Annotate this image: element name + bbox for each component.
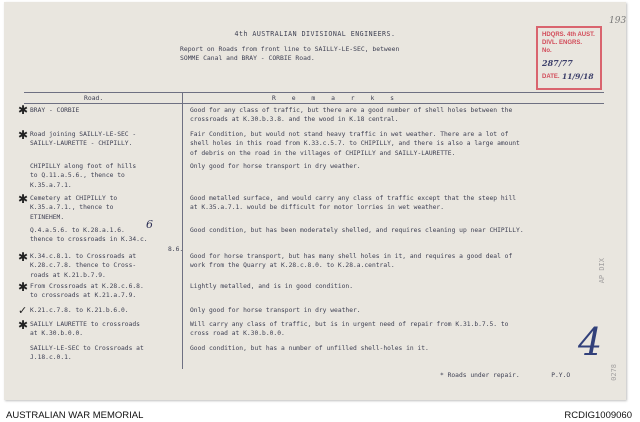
table-row-road	[30, 162, 180, 190]
table-row-remarks	[190, 226, 610, 235]
handwritten-asterisk-icon: ✱	[18, 128, 29, 142]
registry-stamp	[536, 26, 602, 90]
table-row-road	[30, 306, 180, 315]
subtitle-line: SOMME Canal and BRAY - CORBIE Road.	[180, 53, 315, 62]
road-text: K.28.c.7.8. thence to Cross-	[30, 262, 137, 270]
stamp-line: DIVL. ENGRS.	[542, 40, 583, 46]
table-row-road	[30, 130, 180, 149]
road-text: ETINEHEM.	[30, 213, 65, 221]
remark-text: Lightly metalled, and is in good condition.	[190, 283, 354, 290]
initials: P.Y.O	[551, 372, 571, 379]
road-text: BRAY - CORBIE	[30, 107, 80, 114]
document-subtitle	[180, 45, 399, 62]
column-divider	[182, 93, 183, 369]
remark-text: Only good for horse transport in dry weather.	[190, 307, 361, 314]
stamp-number: 287/77	[542, 58, 573, 68]
table-row-road	[30, 282, 180, 301]
road-text: Q.4.a.5.6. to K.28.a.1.6.	[30, 227, 125, 234]
column-header-road: Road.	[84, 94, 104, 102]
road-text: to Q.11.a.5.6., thence to	[30, 172, 125, 180]
table-row-road	[30, 320, 180, 339]
table-row-remarks	[190, 344, 610, 353]
road-text: Road joining SAILLY-LE-SEC -	[30, 131, 137, 138]
handwritten-digit: 6	[146, 218, 153, 231]
table-row-remarks	[190, 282, 610, 291]
road-text: 8.6.	[168, 245, 184, 253]
handwritten-asterisk-icon: ✱	[18, 250, 29, 264]
road-text: thence to crossroads in K.34.c.	[30, 236, 148, 244]
handwritten-asterisk-icon: ✱	[18, 318, 29, 332]
remark-text: of debris on the road in the villages of CHIPILLY and SAILLY-LAURETTE.	[190, 149, 456, 157]
handwritten-asterisk-icon: ✱	[18, 192, 29, 206]
table-row-remarks	[190, 252, 610, 271]
remark-text: work from the Quarry at K.28.c.8.0. to K.28.a.central.	[190, 262, 395, 270]
margin-annotation: 0278	[610, 364, 618, 381]
remark-text: Only good for horse transport in dry weather.	[190, 163, 361, 170]
road-text: CHIPILLY along foot of hills	[30, 163, 137, 170]
road-text: roads at K.21.b.7.9.	[30, 271, 106, 279]
subtitle-line: Report on Roads from front line to SAILLY-LE-SEC, between	[180, 45, 400, 53]
remark-text: Good condition, but has been moderately shelled, and requires cleaning up near CHIPILLY.	[190, 227, 524, 234]
table-row-road	[30, 226, 184, 254]
table-header-rule	[24, 103, 604, 104]
road-text: SAILLY LAURETTE to crossroads	[30, 321, 140, 328]
table-row-road	[30, 194, 180, 222]
remark-text: cross road at K.30.b.0.0.	[190, 330, 285, 338]
road-text: SAILLY-LE-SEC to Crossroads at	[30, 345, 144, 352]
remark-text: crossroads at K.30.b.3.8. and the wood in K.18 central.	[190, 116, 399, 124]
archive-reference: RCDIG1009060	[564, 410, 632, 421]
footnote-text: * Roads under repair.	[440, 372, 520, 379]
road-text: Cemetery at CHIPILLY to	[30, 195, 118, 202]
table-row-road	[30, 344, 180, 363]
table-row-remarks	[190, 106, 610, 125]
table-row-remarks	[190, 320, 610, 339]
remark-text: at K.35.a.7.1. would be difficult for motor lorries in wet weather.	[190, 204, 445, 212]
stamp-number-label: No.	[542, 48, 552, 54]
document-title: 4th AUSTRALIAN DIVISIONAL ENGINEERS.	[234, 30, 396, 38]
margin-annotation: AP DIX	[598, 258, 606, 284]
stamp-line: HDQRS. 4th AUST.	[542, 32, 595, 38]
remark-text: shell holes in this road from K.33.c.5.7. to CHIPILLY, and there is also a large amount	[190, 140, 520, 148]
table-row-remarks	[190, 194, 610, 213]
road-text: K.35.a.7.1., thence to	[30, 204, 114, 212]
handwritten-digit: 4	[578, 320, 603, 364]
stamp-date-label: DATE.	[542, 74, 560, 80]
document-page	[4, 2, 626, 400]
road-text: From Crossroads at K.28.c.6.8.	[30, 283, 144, 290]
table-row-remarks	[190, 306, 610, 315]
handwritten-asterisk-icon: ✱	[18, 103, 29, 117]
table-row-remarks	[190, 162, 610, 171]
remark-text: Good condition, but has a number of unfilled shell-holes in it.	[190, 345, 429, 352]
road-text: SAILLY-LAURETTE - CHIPILLY.	[30, 140, 133, 148]
corner-page-number: 193	[609, 16, 627, 26]
column-header-remarks: R e m a r k s	[272, 94, 401, 102]
table-top-rule	[24, 92, 604, 93]
remark-text: Good for horse transport, but has many shell holes in it, and requires a good deal of	[190, 253, 513, 260]
table-row-road	[30, 106, 180, 115]
handwritten-tick-icon: ✓	[18, 304, 28, 317]
table-row-remarks	[190, 130, 610, 158]
road-text: to crossroads at K.21.a.7.9.	[30, 292, 137, 300]
road-text: J.18.c.0.1.	[30, 354, 72, 362]
remark-text: Good metalled surface, and would carry any class of traffic except that the steep hill	[190, 195, 517, 202]
table-row-road	[30, 252, 180, 280]
remark-text: Good for any class of traffic, but there are a good number of shell holes between the	[190, 107, 513, 114]
remark-text: Will carry any class of traffic, but is in urgent need of repair from K.31.b.7.5. to	[190, 321, 509, 328]
road-text: K.35.a.7.1.	[30, 181, 72, 189]
road-text: K.21.c.7.8. to K.21.b.6.0.	[30, 307, 129, 314]
handwritten-asterisk-icon: ✱	[18, 280, 29, 294]
footnote	[440, 372, 570, 379]
archive-credit: AUSTRALIAN WAR MEMORIAL	[6, 410, 144, 421]
road-text: at K.30.b.0.0.	[30, 330, 84, 338]
remark-text: Fair Condition, but would not stand heavy traffic in wet weather. There are a lot of	[190, 131, 509, 138]
road-text: K.34.c.8.1. to Crossroads at	[30, 253, 137, 260]
stamp-date: 11/9/18	[562, 72, 594, 81]
